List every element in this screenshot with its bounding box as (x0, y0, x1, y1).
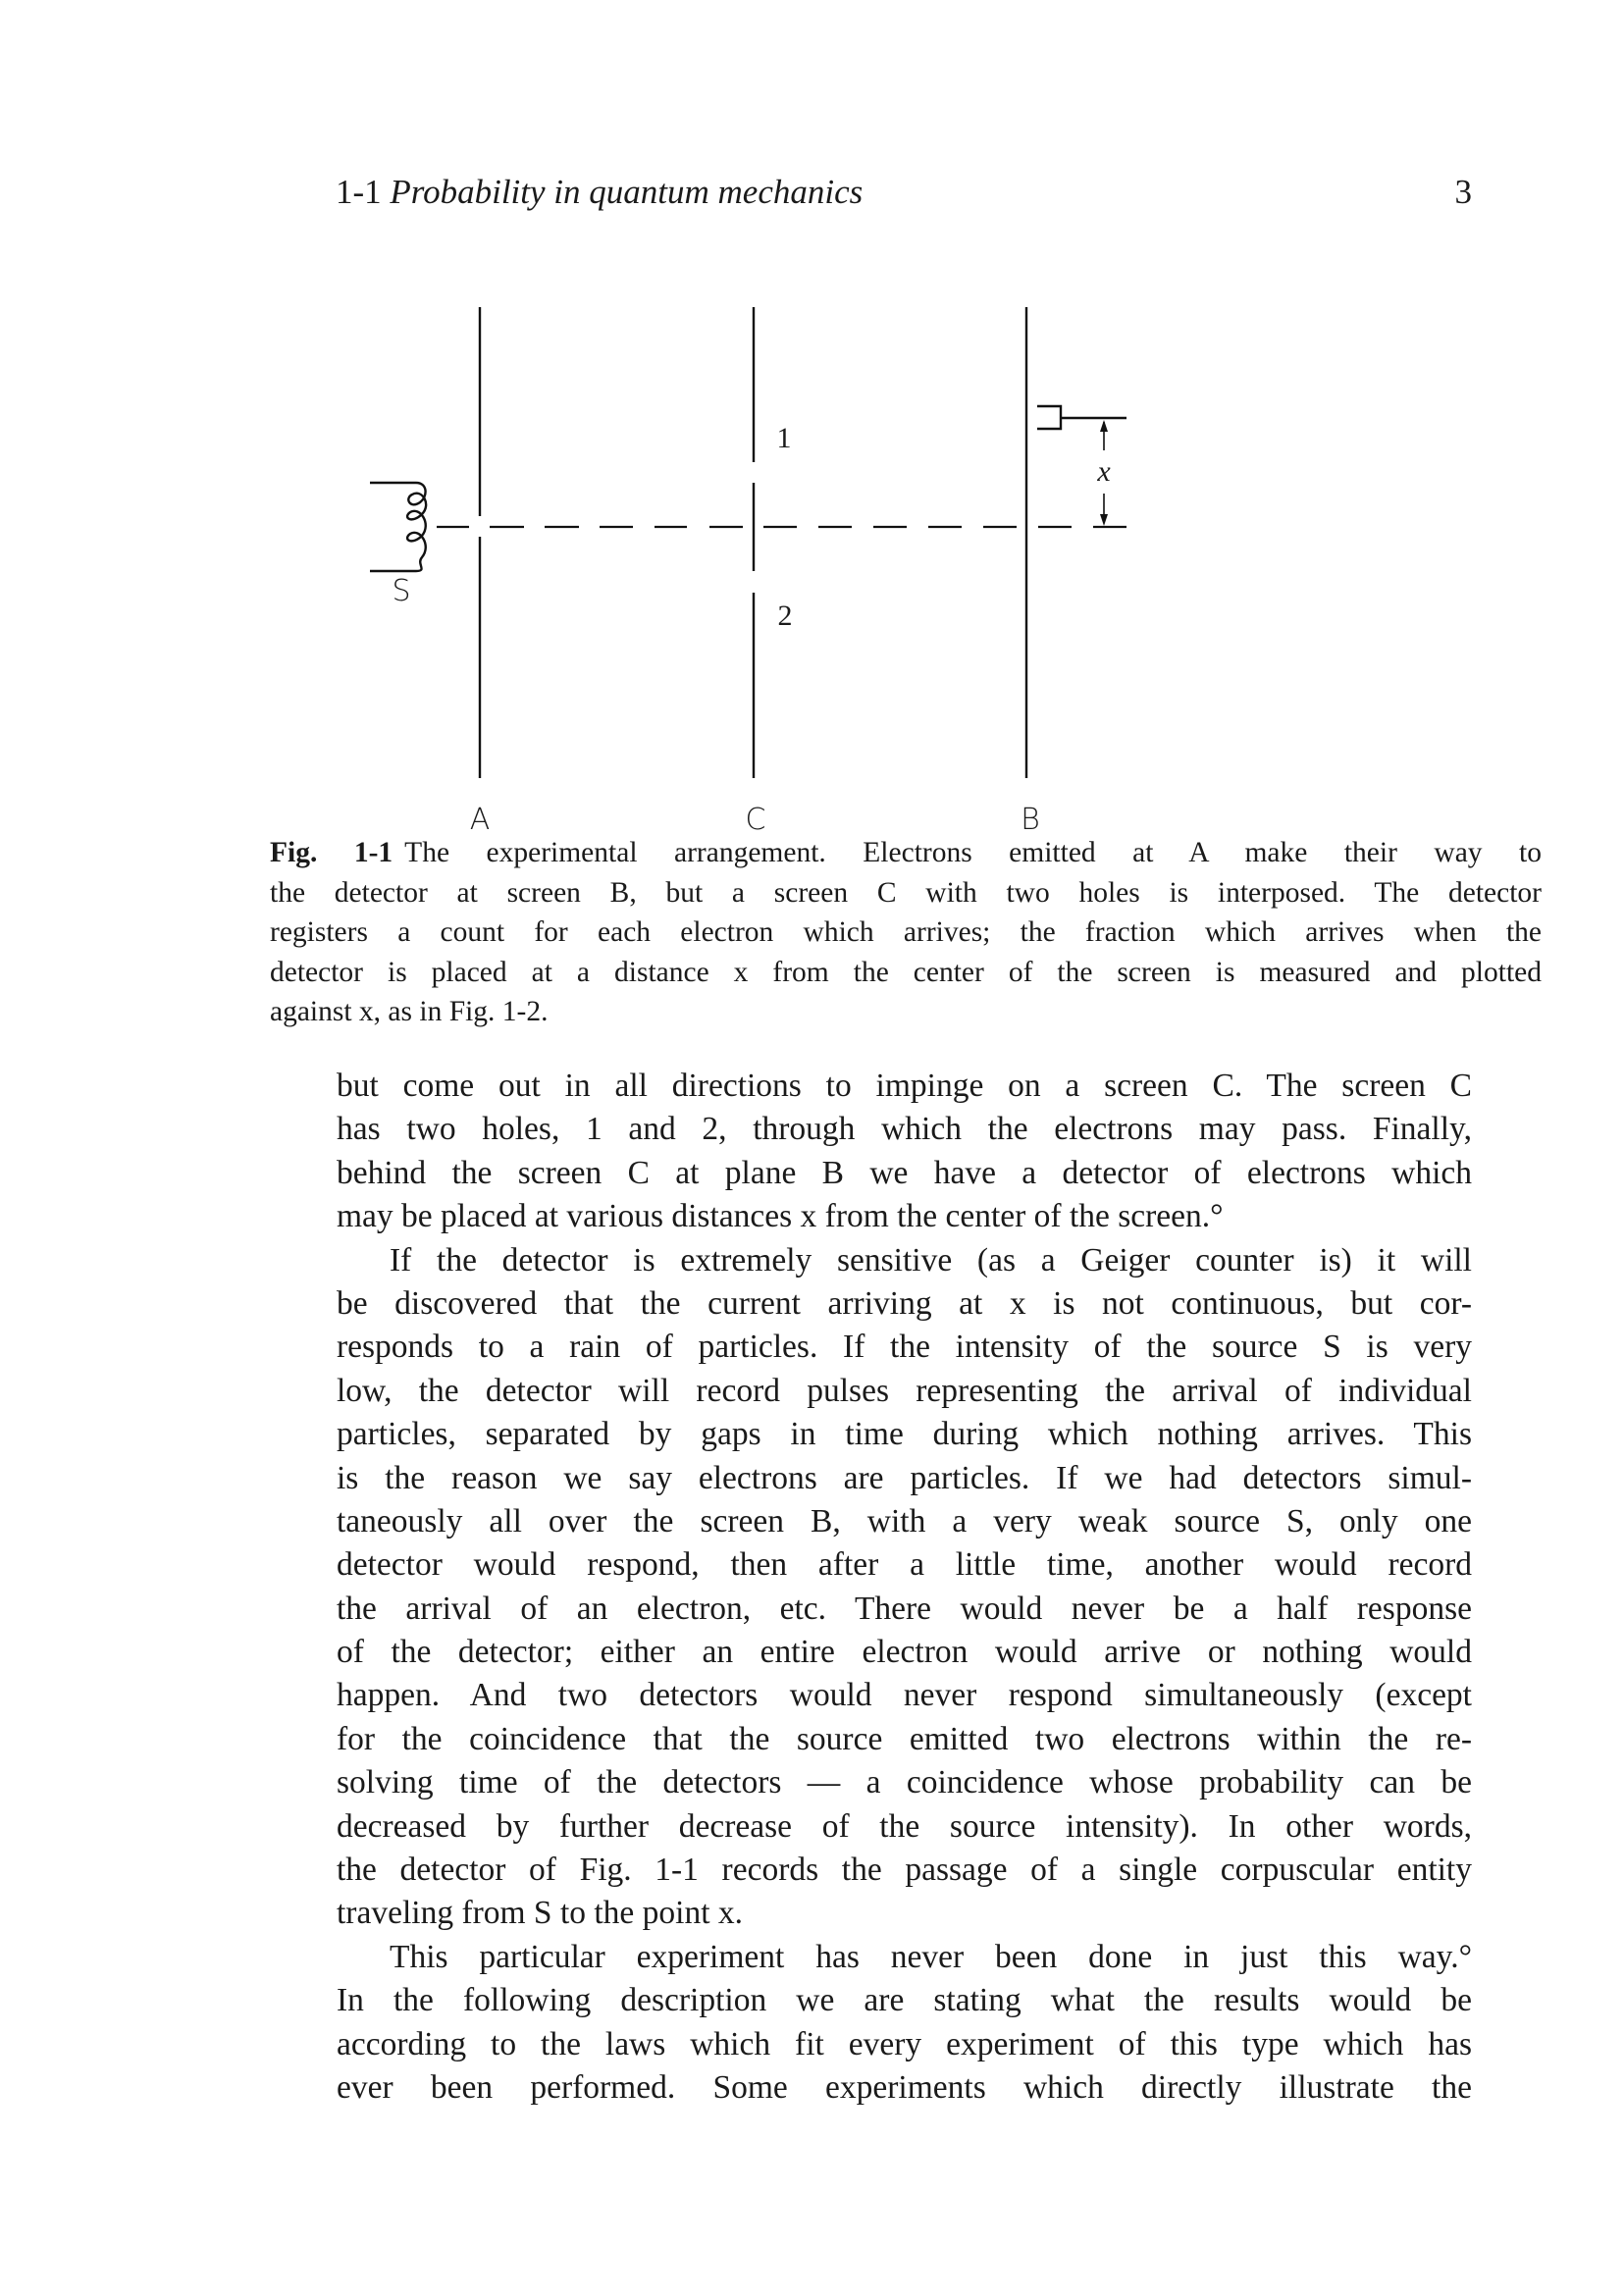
caption-line: registers a count for each electron which arrives; the fraction which arrives when the (270, 916, 1542, 948)
text-line: particles, separated by gaps in time during which nothing arrives. This (337, 1416, 1472, 1453)
text-line: for the coincidence that the source emitted two electrons within the re- (337, 1720, 1472, 1757)
caption-line: detector is placed at a distance x from the center of the screen is measured and plotted (270, 956, 1542, 988)
text-line: This particular experiment has never been done in just this way.° (390, 1938, 1472, 1975)
text-line: the detector of Fig. 1-1 records the passage of a single corpuscular entity (337, 1852, 1472, 1889)
label-hole-2: 2 (777, 600, 793, 632)
caption-line: the detector at screen B, but a screen C with two holes is interposed. The detector (270, 876, 1542, 909)
detector-icon (1037, 406, 1126, 429)
source-filament-icon (370, 483, 426, 571)
text-line: is the reason we say electrons are particles. If we had detectors simul- (337, 1459, 1472, 1496)
text-line: If the detector is extremely sensitive (as a Geiger counter is) it will (390, 1241, 1472, 1278)
section-title: Probability in quantum mechanics (390, 173, 864, 211)
text-line: may be placed at various distances x from the center of the screen.° (337, 1198, 1224, 1235)
text-line: behind the screen C at plane B we have a detector of electrons which (337, 1154, 1472, 1191)
figure-caption (270, 833, 1542, 1032)
body-text (337, 1065, 1472, 2110)
page-number: 3 (1454, 173, 1472, 211)
label-screen-c: C (745, 803, 766, 837)
text-line: of the detector; either an entire electron would arrive or nothing would (337, 1634, 1472, 1671)
caption-figure-label: Fig. 1-1 (270, 837, 393, 868)
text-line: taneously all over the screen B, with a very weak source S, only one (337, 1502, 1472, 1539)
text-line: decreased by further decrease of the source intensity). In other words, (337, 1807, 1472, 1845)
label-screen-a: A (469, 803, 491, 837)
text-line: traveling from S to the point x. (337, 1895, 744, 1932)
text-line: solving time of the detectors — a coincidence whose probability can be (337, 1764, 1472, 1801)
figure-diagram (0, 0, 1624, 844)
label-distance-x: x (1097, 455, 1111, 488)
paragraph-1 (337, 1065, 1472, 1239)
text-line: the arrival of an electron, etc. There would never be a half response (337, 1590, 1472, 1627)
text-line: detector would respond, then after a little time, another would record (337, 1546, 1472, 1584)
paragraph-3 (337, 1936, 1472, 2111)
text-line: In the following description we are stating what the results would be (337, 1982, 1472, 2019)
text-line: ever been performed. Some experiments which directly illustrate the (337, 2068, 1472, 2106)
text-line: but come out in all directions to impinge on a screen C. The screen C (337, 1068, 1472, 1104)
caption-text: The experimental arrangement. Electrons emitted at A make their way to (404, 837, 1542, 868)
text-line: responds to a rain of particles. If the intensity of the source S is very (337, 1329, 1472, 1366)
text-line: according to the laws which fit every experiment of this type which has (337, 2025, 1472, 2062)
label-hole-1: 1 (776, 422, 792, 454)
section-number: 1-1 (336, 173, 382, 211)
text-line: be discovered that the current arriving at x is not continuous, but cor- (337, 1284, 1472, 1322)
text-line: low, the detector will record pulses representing the arrival of individual (337, 1372, 1472, 1409)
text-line: happen. And two detectors would never respond simultaneously (except (337, 1677, 1472, 1714)
label-source-s: S (392, 574, 411, 608)
figure-experimental-arrangement (0, 0, 1624, 844)
text-line: has two holes, 1 and 2, through which the electrons may pass. Finally, (337, 1111, 1472, 1148)
caption-line: against x, as in Fig. 1-2. (270, 996, 549, 1027)
caption-line (270, 833, 1542, 873)
label-screen-b: B (1021, 803, 1040, 837)
paragraph-2 (337, 1239, 1472, 1936)
